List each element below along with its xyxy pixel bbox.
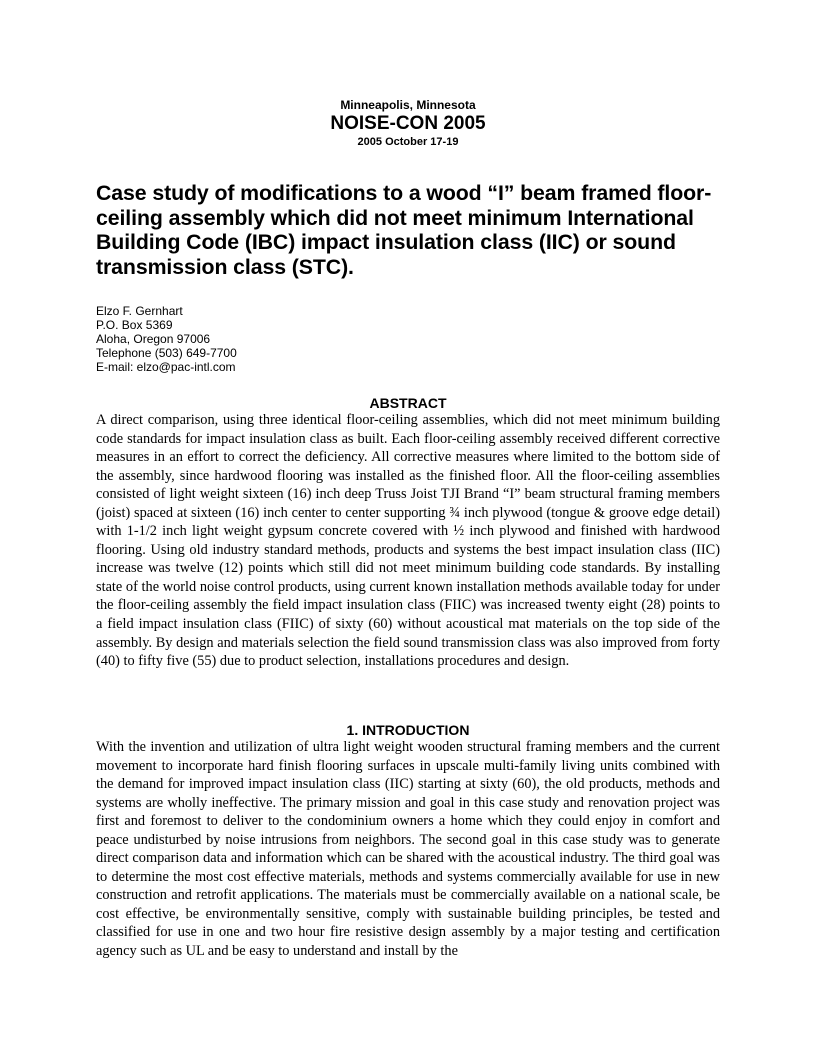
author-telephone: Telephone (503) 649-7700	[96, 345, 237, 360]
abstract-text: A direct comparison, using three identical floor-ceiling assemblies, which did not meet minimum building code standards for impact insulation class as built. Each floor-ceiling assembly received different corrective measures in an effort to correct the deficiency. All corrective measures where limited to the bottom side of the assembly, since hardwood flooring was installed as the finished floor. All the floor-ceiling assemblies consisted of light weight sixteen (16) inch deep Truss Joist TJI Brand “I” beam structural framing members (joist) spaced at sixteen (16) inch center to center supporting ¾ inch plywood (tongue & groove edge detail) with 1-1/2 inch light weight gypsum concrete covered with ½ inch plywood and finished with hardwood flooring. Using old industry standard methods, products and systems the best impact insulation class (IIC) increase was twelve (12) points which still did not meet minimum building code standards. By installing state of the world noise control products, using current known installation methods available today for under the floor-ceiling assembly the field impact insulation class (FIIC) was increased twenty eight (28) points to a field impact insulation class (FIIC) of sixty (60) without acoustical mat materials on the top side of the assembly. By design and materials selection the field sound transmission class was also improved from forty (40) to fifty five (55) due to product selection, installations procedures and design.	[96, 412, 720, 670]
author-name: Elzo F. Gernhart	[96, 304, 183, 318]
introduction-text: With the invention and utilization of ultra light weight wooden structural framing members and the current movement to incorporate hard finish flooring surfaces in upscale multi-family living units combined with the demand for improved impact insulation class (IIC) starting at sixty (60), the old products, methods and systems are wholly ineffective. The primary mission and goal in this case study and renovation project was first and foremost to deliver to the condominium owners a home which they could enjoy in comfort and peace undisturbed by noise intrusions from neighbors. The second goal in this case study was to generate direct comparison data and information which can be shared with the acoustical industry. The third goal was to determine the most cost effective materials, methods and systems commercially available for use in new construction and retrofit applications. The materials must be commercially available on a national scale, be cost effective, be environmentally sensitive, comply with sustainable building principles, be tested and classified for use in one and two hour fire resistive design assembly by a major testing and certification agency such as UL and be easy to understand and install by the	[96, 739, 720, 960]
conference-header	[0, 97, 816, 149]
introduction-heading: 1. INTRODUCTION	[346, 722, 470, 738]
author-email: E-mail: elzo@pac-intl.com	[96, 359, 236, 374]
author-po-box: P.O. Box 5369	[96, 317, 173, 332]
abstract-heading: ABSTRACT	[369, 395, 447, 411]
conference-dates: 2005 October 17-19	[357, 136, 459, 148]
paper-title: Case study of modifications to a wood “I” beam framed floor-ceiling assembly which did not meet minimum International Building Code (IBC) impact insulation class (IIC) or sound transmission class (STC).	[96, 181, 712, 279]
author-block	[96, 305, 496, 375]
conference-location: Minneapolis, Minnesota	[340, 98, 476, 112]
author-city: Aloha, Oregon 97006	[96, 331, 211, 346]
conference-name: NOISE-CON 2005	[330, 113, 486, 134]
